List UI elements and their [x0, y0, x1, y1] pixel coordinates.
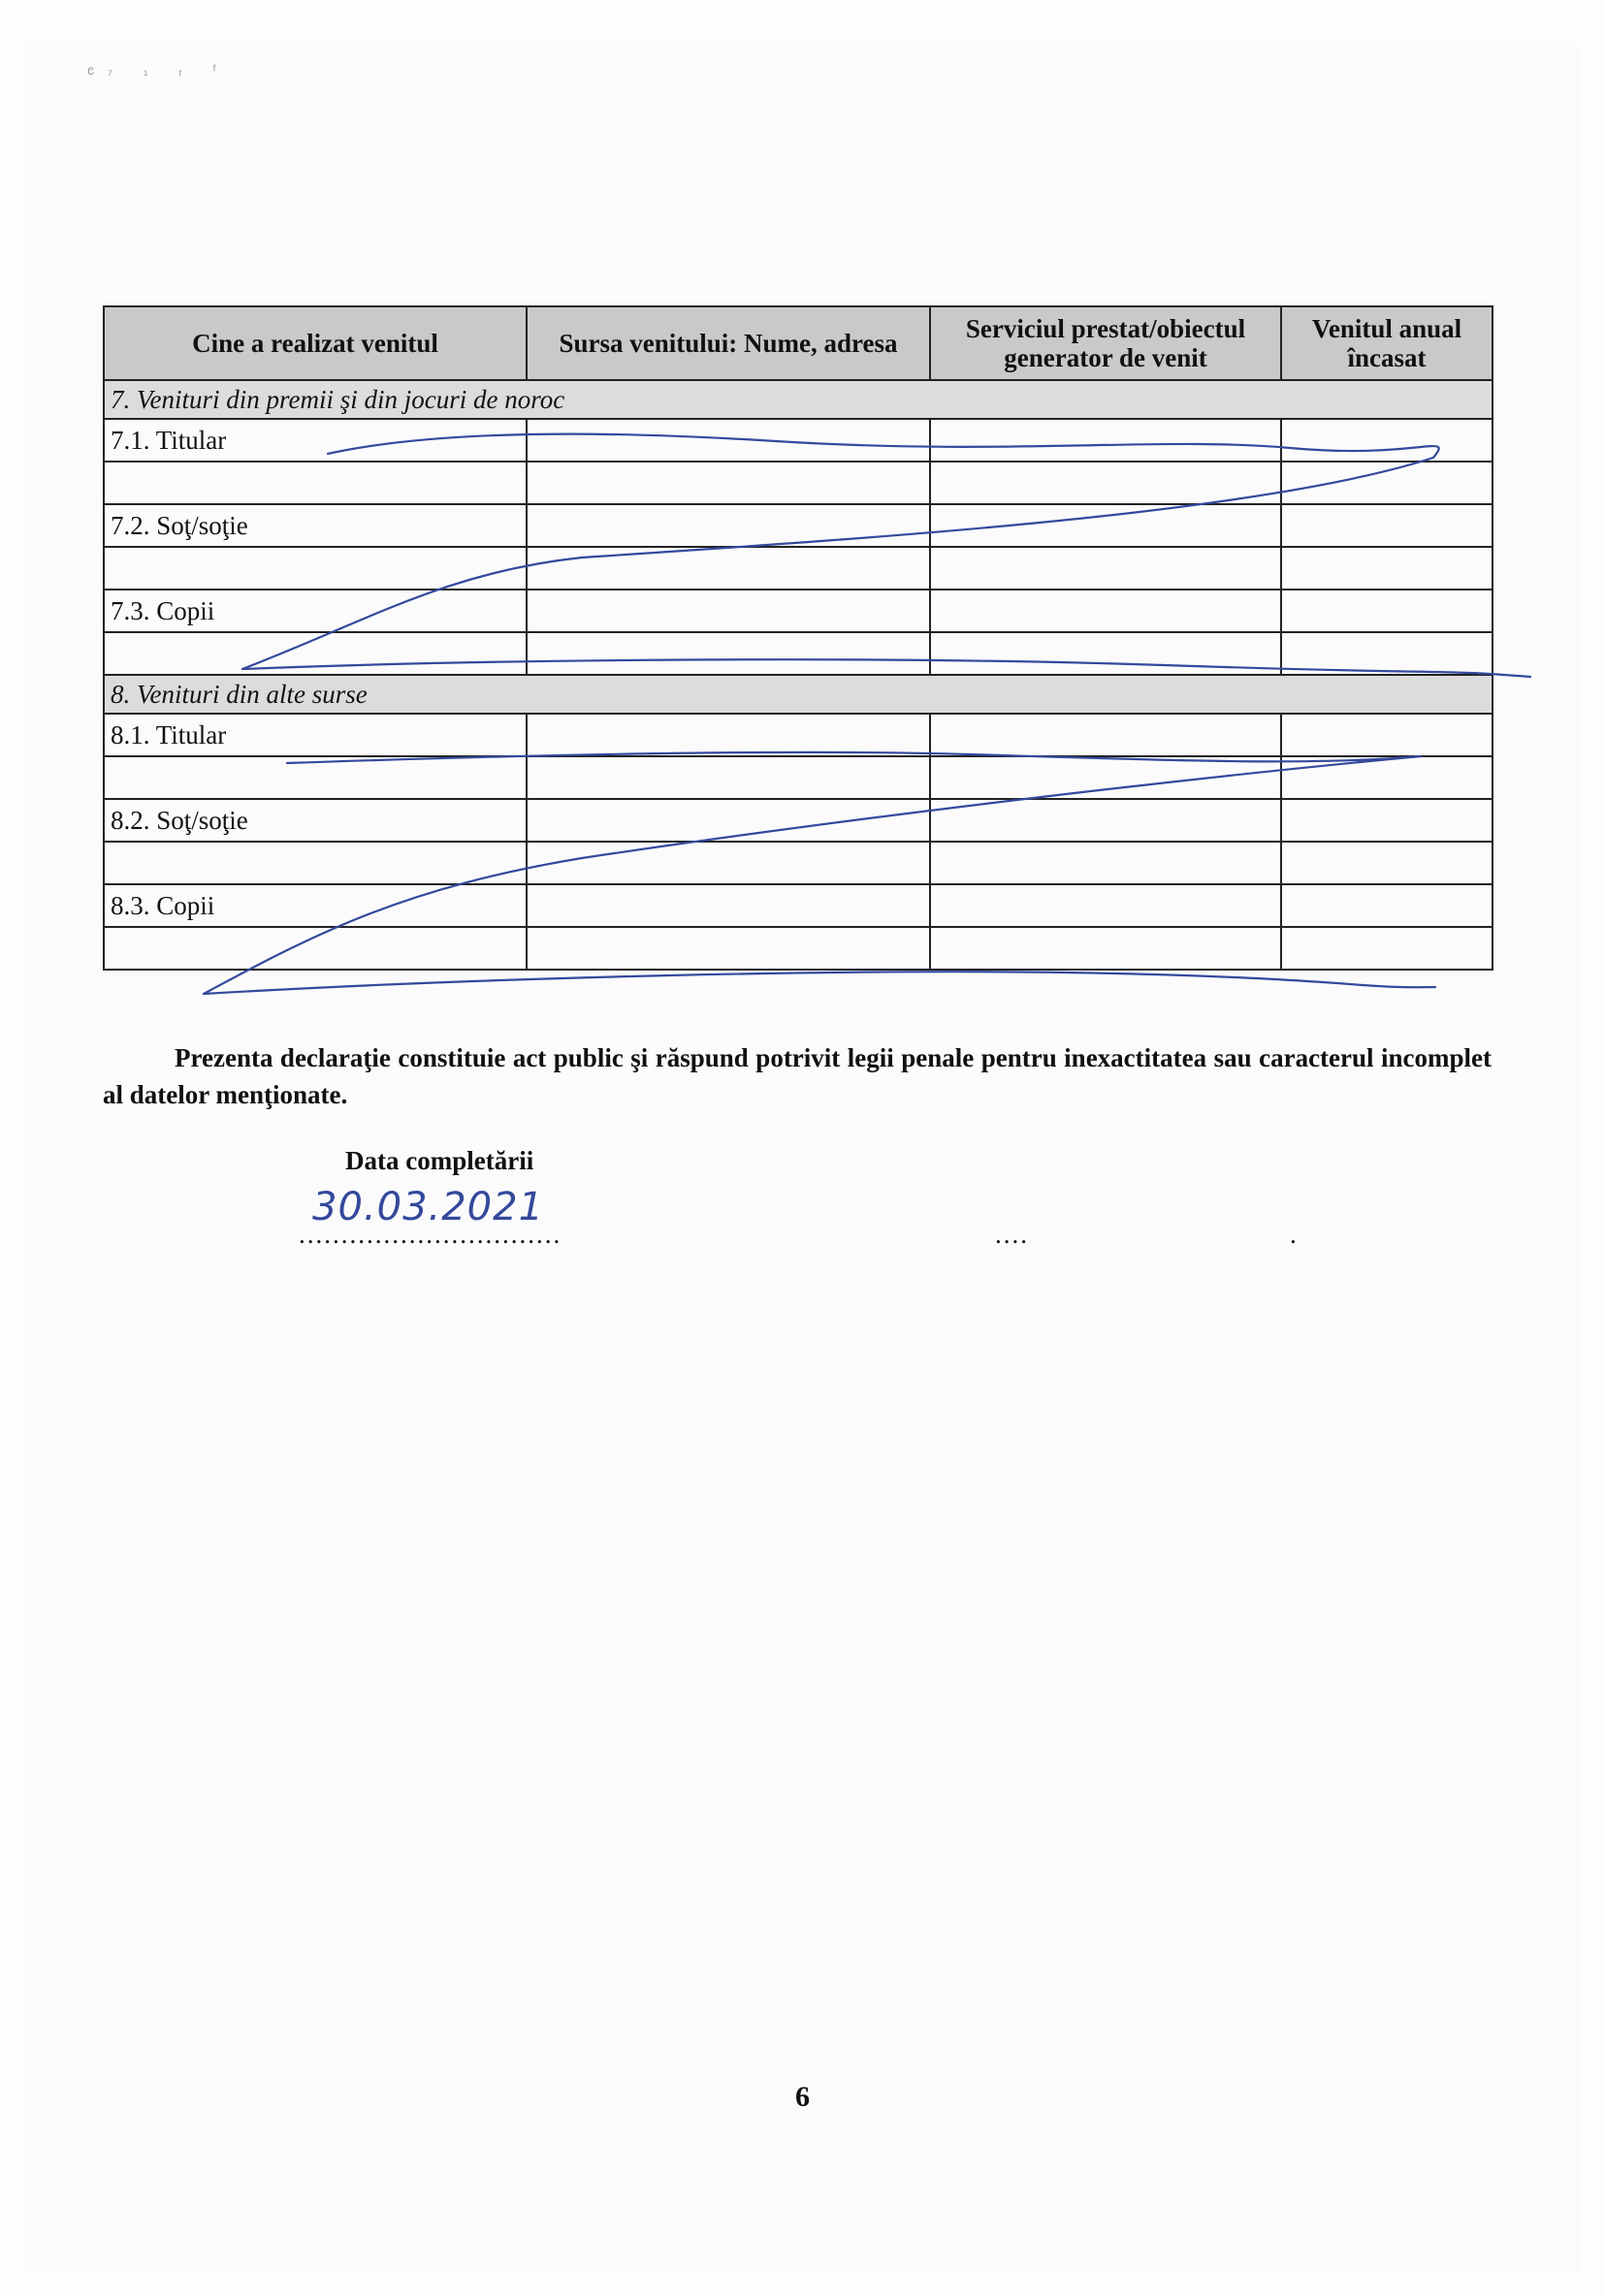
row-label	[104, 927, 527, 970]
table-row	[104, 462, 1493, 504]
section-row-8	[104, 675, 1493, 714]
page-number: 6	[795, 2081, 810, 2113]
table-row	[104, 504, 1493, 547]
table-row	[104, 547, 1493, 590]
row-label: 8.3. Copii	[104, 884, 527, 927]
table-row	[104, 842, 1493, 884]
section-title: 7. Venituri din premii şi din jocuri de noroc	[104, 380, 1493, 419]
section-title: 8. Venituri din alte surse	[104, 675, 1493, 714]
scan-artifact: ͼ₇ ₁ ᵣ ᶠ	[87, 62, 230, 78]
table-row	[104, 927, 1493, 970]
row-label: 7.3. Copii	[104, 590, 527, 632]
income-table	[103, 305, 1493, 971]
table-header-row	[104, 306, 1493, 380]
row-label	[104, 756, 527, 799]
row-label	[104, 842, 527, 884]
header-service-object: Serviciul prestat/obiectul generator de venit	[930, 306, 1281, 380]
table-row	[104, 419, 1493, 462]
table-row	[104, 884, 1493, 927]
table-row	[104, 632, 1493, 675]
date-label: Data completării	[345, 1146, 534, 1175]
trailing-dot: .	[1290, 1220, 1297, 1249]
table-row	[104, 756, 1493, 799]
table-row	[104, 799, 1493, 842]
row-label: 8.2. Soţ/soţie	[104, 799, 527, 842]
section-row-7	[104, 380, 1493, 419]
row-label	[104, 547, 527, 590]
header-who-realized: Cine a realizat venitul	[104, 306, 527, 380]
signature-line: ....	[995, 1220, 1029, 1249]
table-row	[104, 590, 1493, 632]
header-annual-income: Venitul anual încasat	[1281, 306, 1493, 380]
row-label: 8.1. Titular	[104, 714, 527, 756]
completion-date: 30.03.2021	[312, 1185, 545, 1229]
row-label: 7.2. Soţ/soţie	[104, 504, 527, 547]
row-label: 7.1. Titular	[104, 419, 527, 462]
header-income-source: Sursa venitului: Nume, adresa	[527, 306, 930, 380]
row-label	[104, 462, 527, 504]
declaration-statement: Prezenta declaraţie constituie act public şi răspund potrivit legii penale pentru inexactitatea sau caracterul incomplet al datelor menţionate.	[103, 1043, 1492, 1109]
row-label	[104, 632, 527, 675]
date-line: ...............................	[299, 1220, 562, 1249]
table-row	[104, 714, 1493, 756]
